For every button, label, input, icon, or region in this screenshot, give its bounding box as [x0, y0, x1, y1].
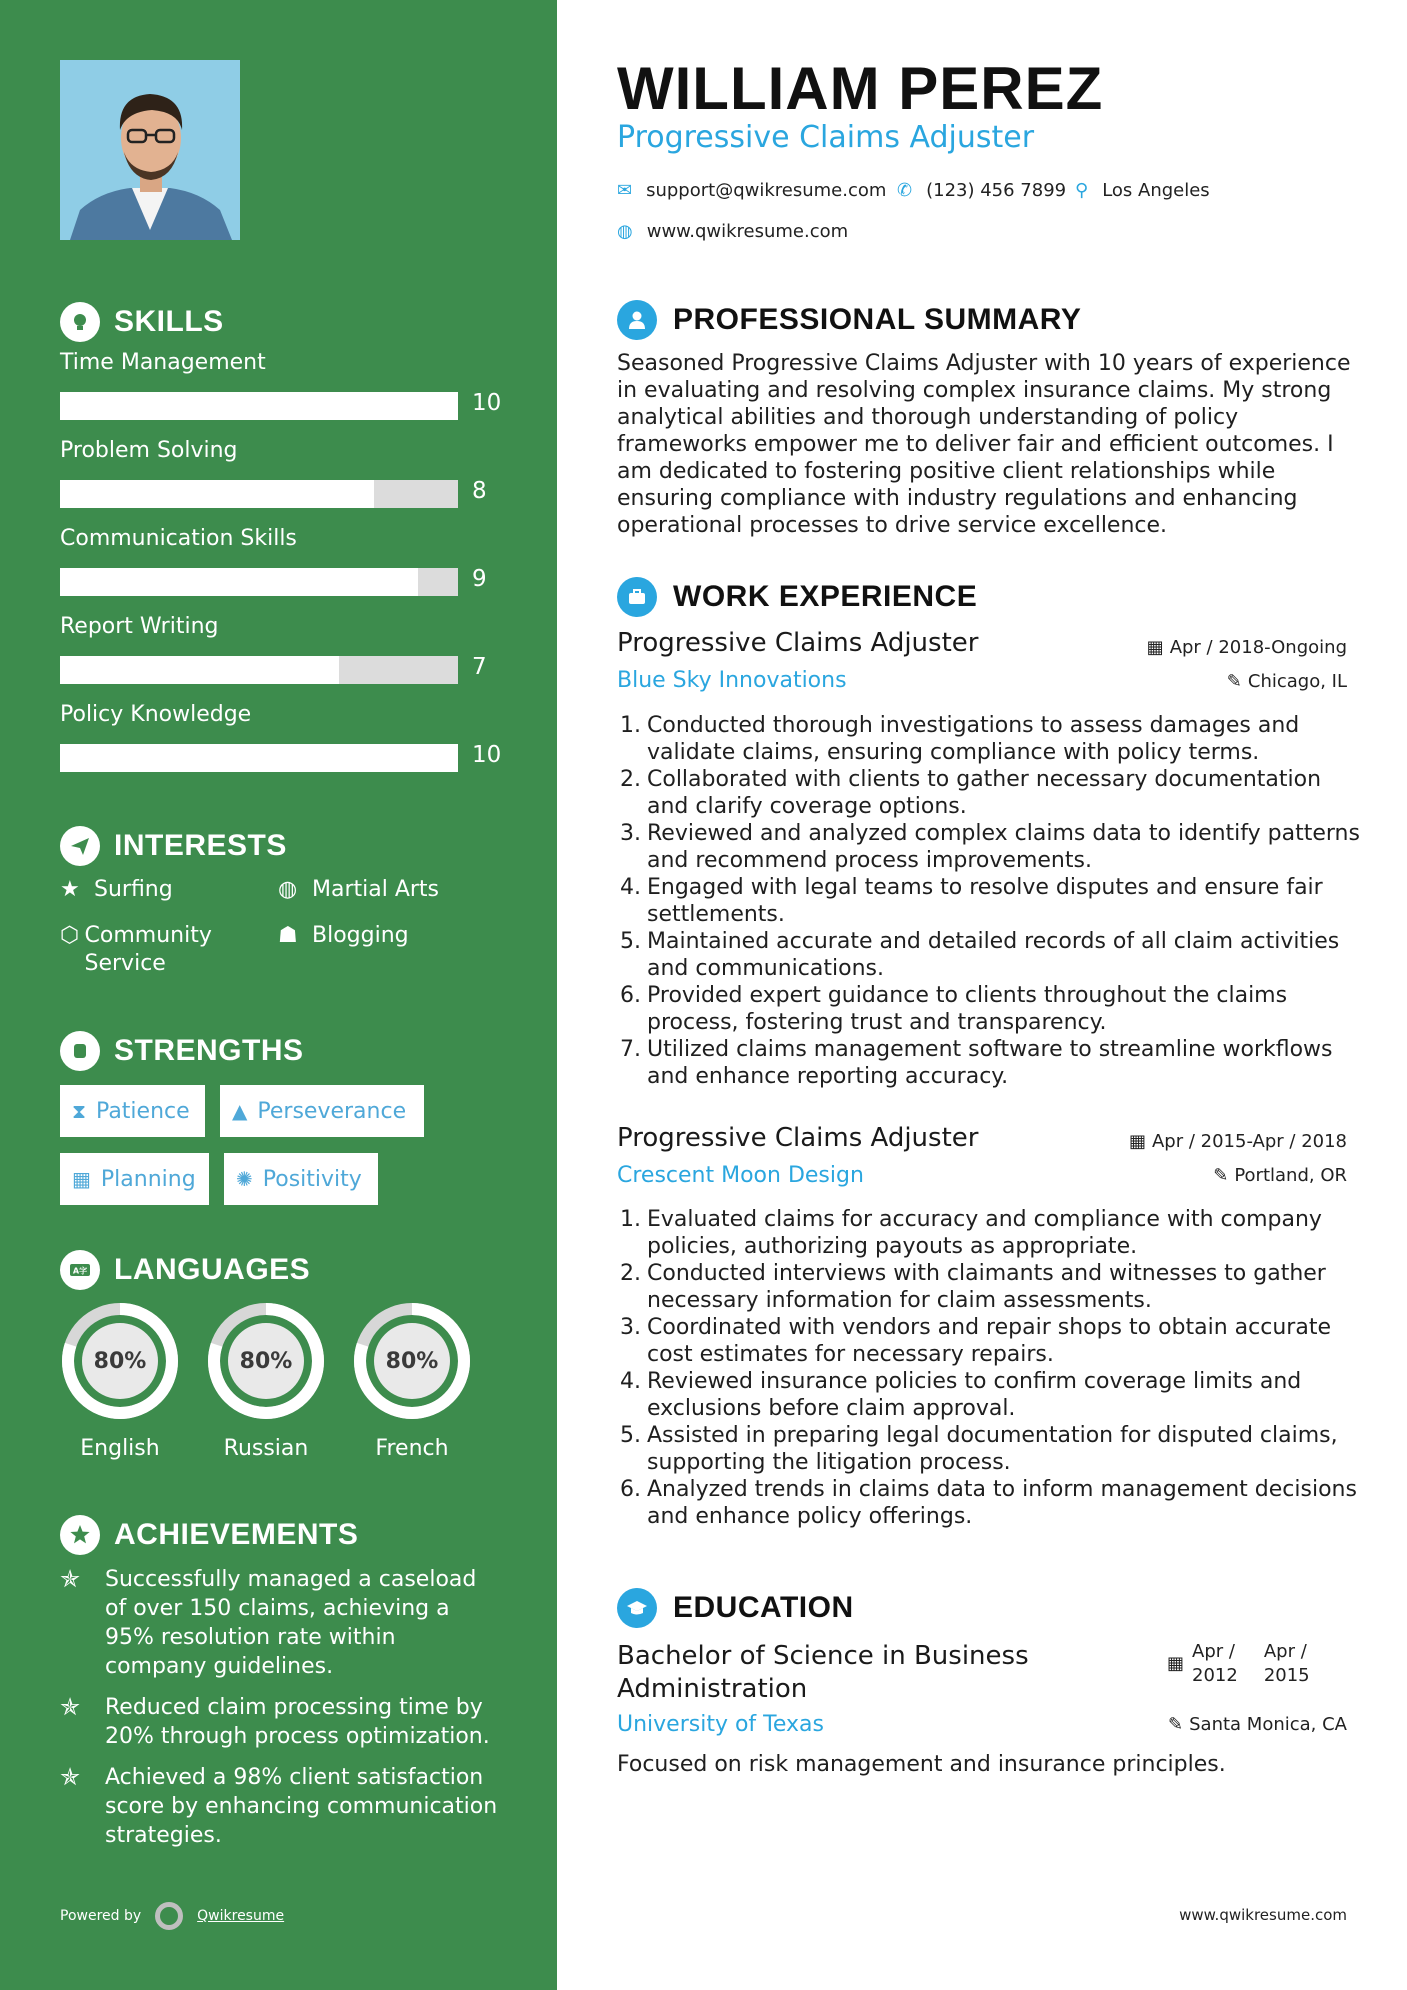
skill-name: Time Management: [60, 350, 266, 375]
language-name: French: [375, 1436, 449, 1461]
interests-title: INTERESTS: [114, 829, 287, 862]
contact-phone[interactable]: [897, 180, 1066, 201]
globe-icon: ◍: [617, 221, 633, 242]
powered-by: [60, 1902, 284, 1930]
achievements-heading: [60, 1515, 358, 1555]
qwikresume-logo-icon: [155, 1902, 183, 1930]
shooting-star-icon: ✯: [60, 1763, 81, 1791]
lightbulb-icon: [60, 302, 100, 342]
qwikresume-link[interactable]: Qwikresume: [197, 1908, 285, 1924]
job-company: Crescent Moon Design: [617, 1163, 864, 1188]
bullet-number: 5.: [620, 929, 641, 954]
bullet-text: Assisted in preparing legal documentation for disputed claims, supporting the litigation process.: [647, 1423, 1338, 1475]
bullet-number: 4.: [620, 875, 641, 900]
skill-bar-track: [60, 744, 458, 772]
education-end: [1264, 1640, 1310, 1688]
bullet-text: Provided expert guidance to clients throughout the claims process, fostering trust and transparency.: [647, 983, 1288, 1035]
location-text: Los Angeles: [1102, 180, 1210, 201]
job-dates: [1129, 1131, 1347, 1152]
strength-label: Perseverance: [257, 1098, 407, 1124]
job-bullets: [617, 1206, 1367, 1530]
language-ring: [58, 1299, 182, 1423]
shooting-star-icon: ✯: [60, 1693, 81, 1721]
shield-icon: ⬡: [60, 923, 80, 948]
strength-tag: [224, 1153, 378, 1205]
achievement-item: [60, 1693, 500, 1751]
contact-website[interactable]: [617, 221, 848, 242]
calendar-icon: ▦: [1128, 1131, 1146, 1152]
users-icon: ☗: [278, 923, 298, 948]
fist-icon: [60, 1031, 100, 1071]
job-bullet: [617, 982, 1367, 1036]
skill-bar-track: [60, 568, 458, 596]
language-name: Russian: [223, 1436, 309, 1461]
skills-heading: [60, 302, 224, 342]
strength-tag: [220, 1085, 424, 1137]
end-year: 2015: [1263, 1665, 1310, 1686]
strength-tag: [60, 1085, 205, 1137]
job-location-text: Chicago, IL: [1247, 671, 1347, 692]
job-bullet: [617, 1476, 1367, 1530]
bullet-number: 2.: [620, 767, 641, 792]
interests-heading: [60, 826, 287, 866]
skills-title: SKILLS: [114, 305, 224, 338]
language-ring: [350, 1299, 474, 1423]
bullet-text: Conducted thorough investigations to assess damages and validate claims, ensuring compliance with policy terms.: [647, 713, 1300, 765]
interest-label: Blogging: [312, 923, 409, 948]
bullet-text: Analyzed trends in claims data to inform management decisions and enhance policy offerings.: [647, 1477, 1357, 1529]
job-bullet: [617, 766, 1367, 820]
paper-plane-icon: [60, 826, 100, 866]
education-location: [1168, 1714, 1347, 1735]
powered-by-label: Powered by: [60, 1908, 142, 1924]
job-bullet: [617, 1422, 1367, 1476]
bullet-number: 6.: [620, 983, 641, 1008]
skill-value: 9: [472, 566, 487, 592]
sidebar: [0, 0, 557, 1990]
degree-line: Bachelor of Science in Business: [617, 1641, 1029, 1671]
skill-name: Report Writing: [60, 614, 219, 639]
bullet-number: 1.: [620, 1207, 641, 1232]
bullet-number: 6.: [620, 1477, 641, 1502]
job-location-text: Portland, OR: [1234, 1165, 1347, 1186]
map-pin-icon: ⚲: [1075, 180, 1089, 201]
skill-name: Policy Knowledge: [60, 702, 252, 727]
skill-bar-fill: [60, 392, 458, 420]
bullet-number: 7.: [620, 1037, 641, 1062]
star-icon: ★: [60, 877, 80, 902]
strength-label: Patience: [96, 1098, 190, 1124]
summary-heading: [617, 300, 1081, 340]
pin-icon: ✎: [1213, 1165, 1229, 1186]
education-start: [1192, 1640, 1238, 1688]
school-name: University of Texas: [617, 1712, 824, 1737]
experience-title: WORK EXPERIENCE: [673, 580, 978, 613]
candidate-name: WILLIAM PEREZ: [617, 55, 1104, 122]
job-bullet: [617, 1206, 1367, 1260]
achievement-item: [60, 1565, 500, 1681]
bullet-text: Coordinated with vendors and repair shops to obtain accurate cost estimates for necessary repairs.: [647, 1315, 1331, 1367]
phone-text: (123) 456 7899: [926, 180, 1067, 201]
job-company: Blue Sky Innovations: [617, 668, 847, 693]
briefcase-icon: [617, 577, 657, 617]
strengths-heading: [60, 1031, 304, 1071]
skill-bar-track: [60, 480, 458, 508]
degree-line: Administration: [617, 1674, 808, 1704]
skill-bar-fill: [60, 656, 339, 684]
user-icon: [617, 300, 657, 340]
language-name: English: [80, 1436, 160, 1461]
skill-bar-fill: [60, 480, 374, 508]
job-title: Progressive Claims Adjuster: [617, 1123, 979, 1153]
graduation-icon: [617, 1588, 657, 1628]
achievements-title: ACHIEVEMENTS: [114, 1518, 359, 1551]
bullet-text: Maintained accurate and detailed records of all claim activities and communications.: [647, 929, 1340, 981]
interest-item: [278, 876, 439, 904]
skill-value: 8: [472, 478, 487, 504]
bullet-text: Reviewed insurance policies to confirm coverage limits and exclusions before claim approval.: [647, 1369, 1302, 1421]
end-month: Apr /: [1263, 1641, 1307, 1662]
job-location: [1213, 1165, 1347, 1186]
bullet-text: Conducted interviews with claimants and witnesses to gather necessary information for claim assessments.: [647, 1261, 1326, 1313]
footer-url[interactable]: www.qwikresume.com: [1179, 1906, 1347, 1924]
pin-icon: ✎: [1226, 671, 1242, 692]
main-content: [557, 0, 1407, 1990]
skill-name: Problem Solving: [60, 438, 238, 463]
skill-value: 10: [472, 390, 502, 416]
shooting-star-icon: ✯: [60, 1565, 81, 1593]
hourglass-icon: ⧗: [72, 1099, 87, 1123]
bullet-text: Reviewed and analyzed complex claims data to identify patterns and recommend process improvements.: [647, 821, 1360, 873]
email-text: support@qwikresume.com: [646, 180, 887, 201]
job-bullet: [617, 1314, 1367, 1368]
contact-location: [1075, 180, 1210, 201]
bullet-number: 5.: [620, 1423, 641, 1448]
languages-title: LANGUAGES: [114, 1253, 311, 1286]
bullet-number: 2.: [620, 1261, 641, 1286]
globe-icon: ◍: [278, 877, 298, 902]
achievement-text: Reduced claim processing time by 20% through process optimization.: [105, 1695, 490, 1749]
achievement-text: Achieved a 98% client satisfaction score by enhancing communication strategies.: [105, 1765, 498, 1848]
job-bullet: [617, 874, 1367, 928]
job-bullet: [617, 1260, 1367, 1314]
contact-email[interactable]: [617, 180, 886, 201]
education-title: EDUCATION: [673, 1591, 854, 1624]
skill-value: 7: [472, 654, 487, 680]
job-bullet: [617, 820, 1367, 874]
job-bullets: [617, 712, 1367, 1090]
education-dates: [1167, 1640, 1310, 1688]
interest-label: Martial Arts: [312, 877, 440, 902]
spinner-icon: ✺: [236, 1167, 253, 1191]
job-dates: [1147, 637, 1347, 658]
skill-value: 10: [472, 742, 502, 768]
language-icon: [60, 1250, 100, 1290]
experience-heading: [617, 577, 977, 617]
calendar-icon: ▦: [1146, 637, 1164, 658]
strength-label: Planning: [100, 1166, 196, 1192]
profile-photo: [60, 60, 240, 240]
strengths-title: STRENGTHS: [114, 1034, 304, 1067]
job-bullet: [617, 1036, 1367, 1090]
education-heading: [617, 1588, 854, 1628]
bullet-text: Collaborated with clients to gather necessary documentation and clarify coverage options.: [647, 767, 1322, 819]
skill-bar-fill: [60, 744, 458, 772]
achievement-item: [60, 1763, 500, 1850]
skill-name: Communication Skills: [60, 526, 297, 551]
language-percent: 80%: [239, 1348, 293, 1374]
bullet-number: 3.: [620, 821, 641, 846]
svg-text:A字: A字: [72, 1266, 88, 1276]
job-bullet: [617, 1368, 1367, 1422]
bullet-number: 3.: [620, 1315, 641, 1340]
skill-bar-track: [60, 392, 458, 420]
candidate-role: Progressive Claims Adjuster: [617, 120, 1035, 155]
bullet-text: Engaged with legal teams to resolve disputes and ensure fair settlements.: [647, 875, 1323, 927]
calendar-icon: ▦: [1167, 1653, 1185, 1674]
website-text: www.qwikresume.com: [646, 221, 849, 242]
education-location-text: Santa Monica, CA: [1189, 1714, 1347, 1735]
languages-heading: [60, 1250, 310, 1290]
start-month: Apr /: [1192, 1641, 1235, 1662]
calendar-icon: ▦: [72, 1167, 91, 1191]
job-title: Progressive Claims Adjuster: [617, 628, 979, 658]
job-dates-text: Apr / 2018-Ongoing: [1169, 637, 1347, 658]
skill-bar-fill: [60, 568, 418, 596]
star-badge-icon: [60, 1515, 100, 1555]
skill-bar-track: [60, 656, 458, 684]
pin-icon: ✎: [1168, 1714, 1184, 1735]
language-percent: 80%: [385, 1348, 439, 1374]
strength-tag: [60, 1153, 209, 1205]
start-year: 2012: [1192, 1665, 1238, 1686]
achievement-text: Successfully managed a caseload of over 150 claims, achieving a 95% resolution rate within company guidelines.: [105, 1567, 477, 1679]
job-dates-text: Apr / 2015-Apr / 2018: [1151, 1131, 1347, 1152]
job-bullet: [617, 712, 1367, 766]
job-bullet: [617, 928, 1367, 982]
degree-title: [617, 1640, 1029, 1706]
strength-label: Positivity: [262, 1166, 362, 1192]
job-location: [1227, 671, 1347, 692]
interest-label: Surfing: [94, 877, 173, 902]
bullet-text: Utilized claims management software to streamline workflows and enhance reporting accuracy.: [647, 1037, 1333, 1089]
interest-item: [278, 922, 409, 950]
summary-title: PROFESSIONAL SUMMARY: [673, 303, 1082, 336]
interest-item: [60, 876, 173, 904]
language-ring: [204, 1299, 328, 1423]
education-description: Focused on risk management and insurance principles.: [617, 1752, 1226, 1777]
road-icon: ▲: [232, 1099, 248, 1123]
envelope-icon: ✉: [617, 180, 633, 201]
interest-label: Community Service: [84, 923, 212, 976]
language-percent: 80%: [93, 1348, 147, 1374]
phone-icon: ✆: [897, 180, 913, 201]
interest-item: [60, 922, 240, 978]
bullet-text: Evaluated claims for accuracy and compliance with company policies, authorizing payouts as appropriate.: [647, 1207, 1322, 1259]
bullet-number: 4.: [620, 1369, 641, 1394]
bullet-number: 1.: [620, 713, 641, 738]
summary-text: Seasoned Progressive Claims Adjuster with 10 years of experience in evaluating and resolving complex insurance claims. My strong analytical abilities and thorough understanding of policy frameworks empower me to deliver fair and efficient outcomes. I am dedicated to fostering positive client relationships while ensuring compliance with industry regulations and enhancing operational processes to drive service excellence.: [617, 351, 1351, 538]
